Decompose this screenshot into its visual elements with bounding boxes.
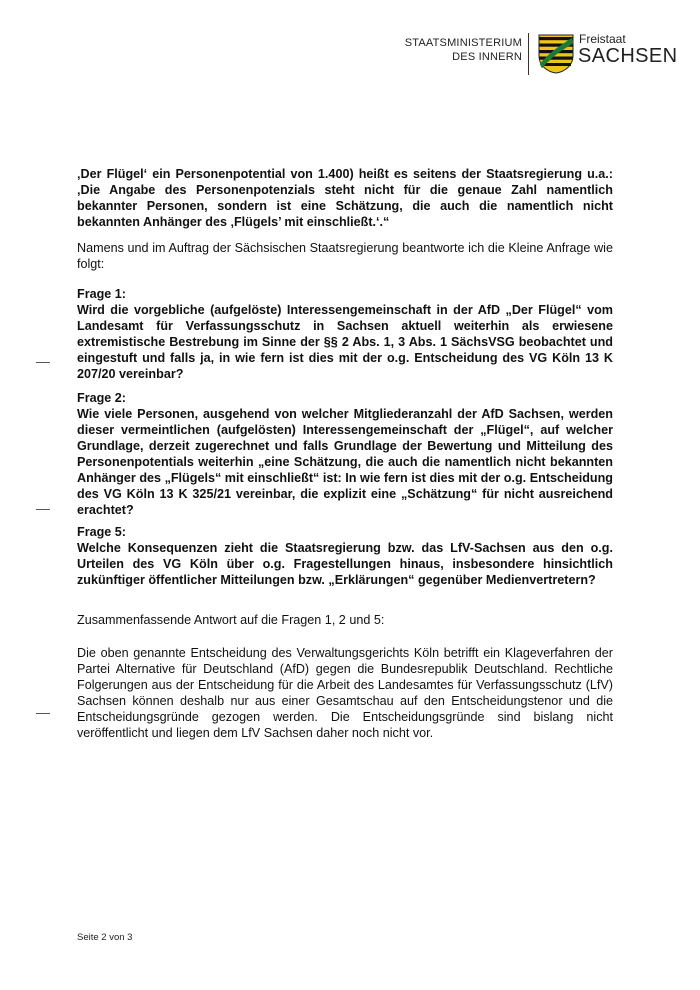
- margin-mark: [36, 362, 50, 363]
- question-text: Wie viele Personen, ausgehend von welcher Mitgliederanzahl der AfD Sachsen, werden dieser vermeintlichen (aufgelösten) Interessengemeinschaft der „Flügel“, auf welcher Grundlage, derzeit zugerechnet und falls Grundlage der Bewertung und Mitteilung des Personenpotentials weiterhin „eine Schätzung, die auch die namentlich nicht bekannten Anhänger des „Flügels“ mit einschließt“ ist: In wie fern ist dies mit der o.g. Entscheidung des VG Köln 13 K 325/21 vereinbar, die explizit eine „Schätzung“ für nicht ausreichend erachtet?: [77, 407, 613, 517]
- margin-mark: [36, 713, 50, 714]
- question-title: Frage 2:: [77, 391, 126, 405]
- ministry-line-2: DES INNERN: [452, 51, 522, 63]
- preamble-paragraph: Namens und im Auftrag der Sächsischen Staatsregierung beantworte ich die Kleine Anfrage wie folgt:: [77, 241, 613, 271]
- question-text: Wird die vorgebliche (aufgelöste) Interessengemeinschaft in der AfD „Der Flügel“ vom Landesamt für Verfassungsschutz in Sachsen aktuell weiterhin als erwiesene extremistische Bestrebung im Sinne der §§ 2 Abs. 1, 3 Abs. 1 SächsVSG beobachtet und eingestuft und falls ja, in wie fern ist dies mit der o.g. Entscheidung des VG Köln 13 K 207/20 vereinbar?: [77, 303, 613, 381]
- question-block-1: [77, 286, 613, 382]
- question-block-2: [77, 390, 613, 518]
- saxony-coat-of-arms-icon: [538, 34, 574, 74]
- intro-quote: ‚Der Flügel‘ ein Personenpotential von 1.400) heißt es seitens der Staatsregierung u.a.: ‚Die Angabe des Personenpotenzials steht nicht für die genaue Zahl namentlich bekannter Personen, sondern ist eine Schätzung, die auch die namentlich nicht bekannten Anhänger des ‚Flügels’ mit einschließt.‘.“: [77, 167, 613, 229]
- page-number: Seite 2 von 3: [77, 932, 133, 943]
- question-title: Frage 5:: [77, 525, 126, 539]
- ministry-name: [405, 36, 522, 64]
- answer-paragraph: Die oben genannte Entscheidung des Verwaltungsgerichts Köln betrifft ein Klageverfahren der Partei Alternative für Deutschland (AfD) gegen die Bundesrepublik Deutschland. Rechtliche Folgerungen aus der Entscheidung für die Arbeit des Landesamtes für Verfassungsschutz (LfV) Sachsen können deshalb nur aus einer Gesamtschau auf den Entscheidungstenor und die Entscheidungsgründe gezogen werden. Die Entscheidungsgründe sind bislang nicht veröffentlicht und liegen dem LfV Sachsen daher noch nicht vor.: [77, 646, 613, 740]
- question-block-5: [77, 524, 613, 588]
- state-label-big: SACHSEN: [578, 45, 678, 67]
- letterhead-divider: [528, 33, 529, 75]
- state-label-small: Freistaat: [579, 32, 626, 46]
- question-title: Frage 1:: [77, 287, 126, 301]
- ministry-line-1: STAATSMINISTERIUM: [404, 37, 522, 49]
- question-text: Welche Konsequenzen zieht die Staatsregierung bzw. das LfV-Sachsen aus den o.g. Urteilen des VG Köln über o.g. Fragestellungen hinaus, insbesondere hinsichtlich zukünftiger öffentlicher Mitteilungen bzw. „Erklärungen“ gegenüber Medienvertretern?: [77, 541, 613, 587]
- margin-mark: [36, 509, 50, 510]
- answer-heading: Zusammenfassende Antwort auf die Fragen 1, 2 und 5:: [77, 613, 385, 627]
